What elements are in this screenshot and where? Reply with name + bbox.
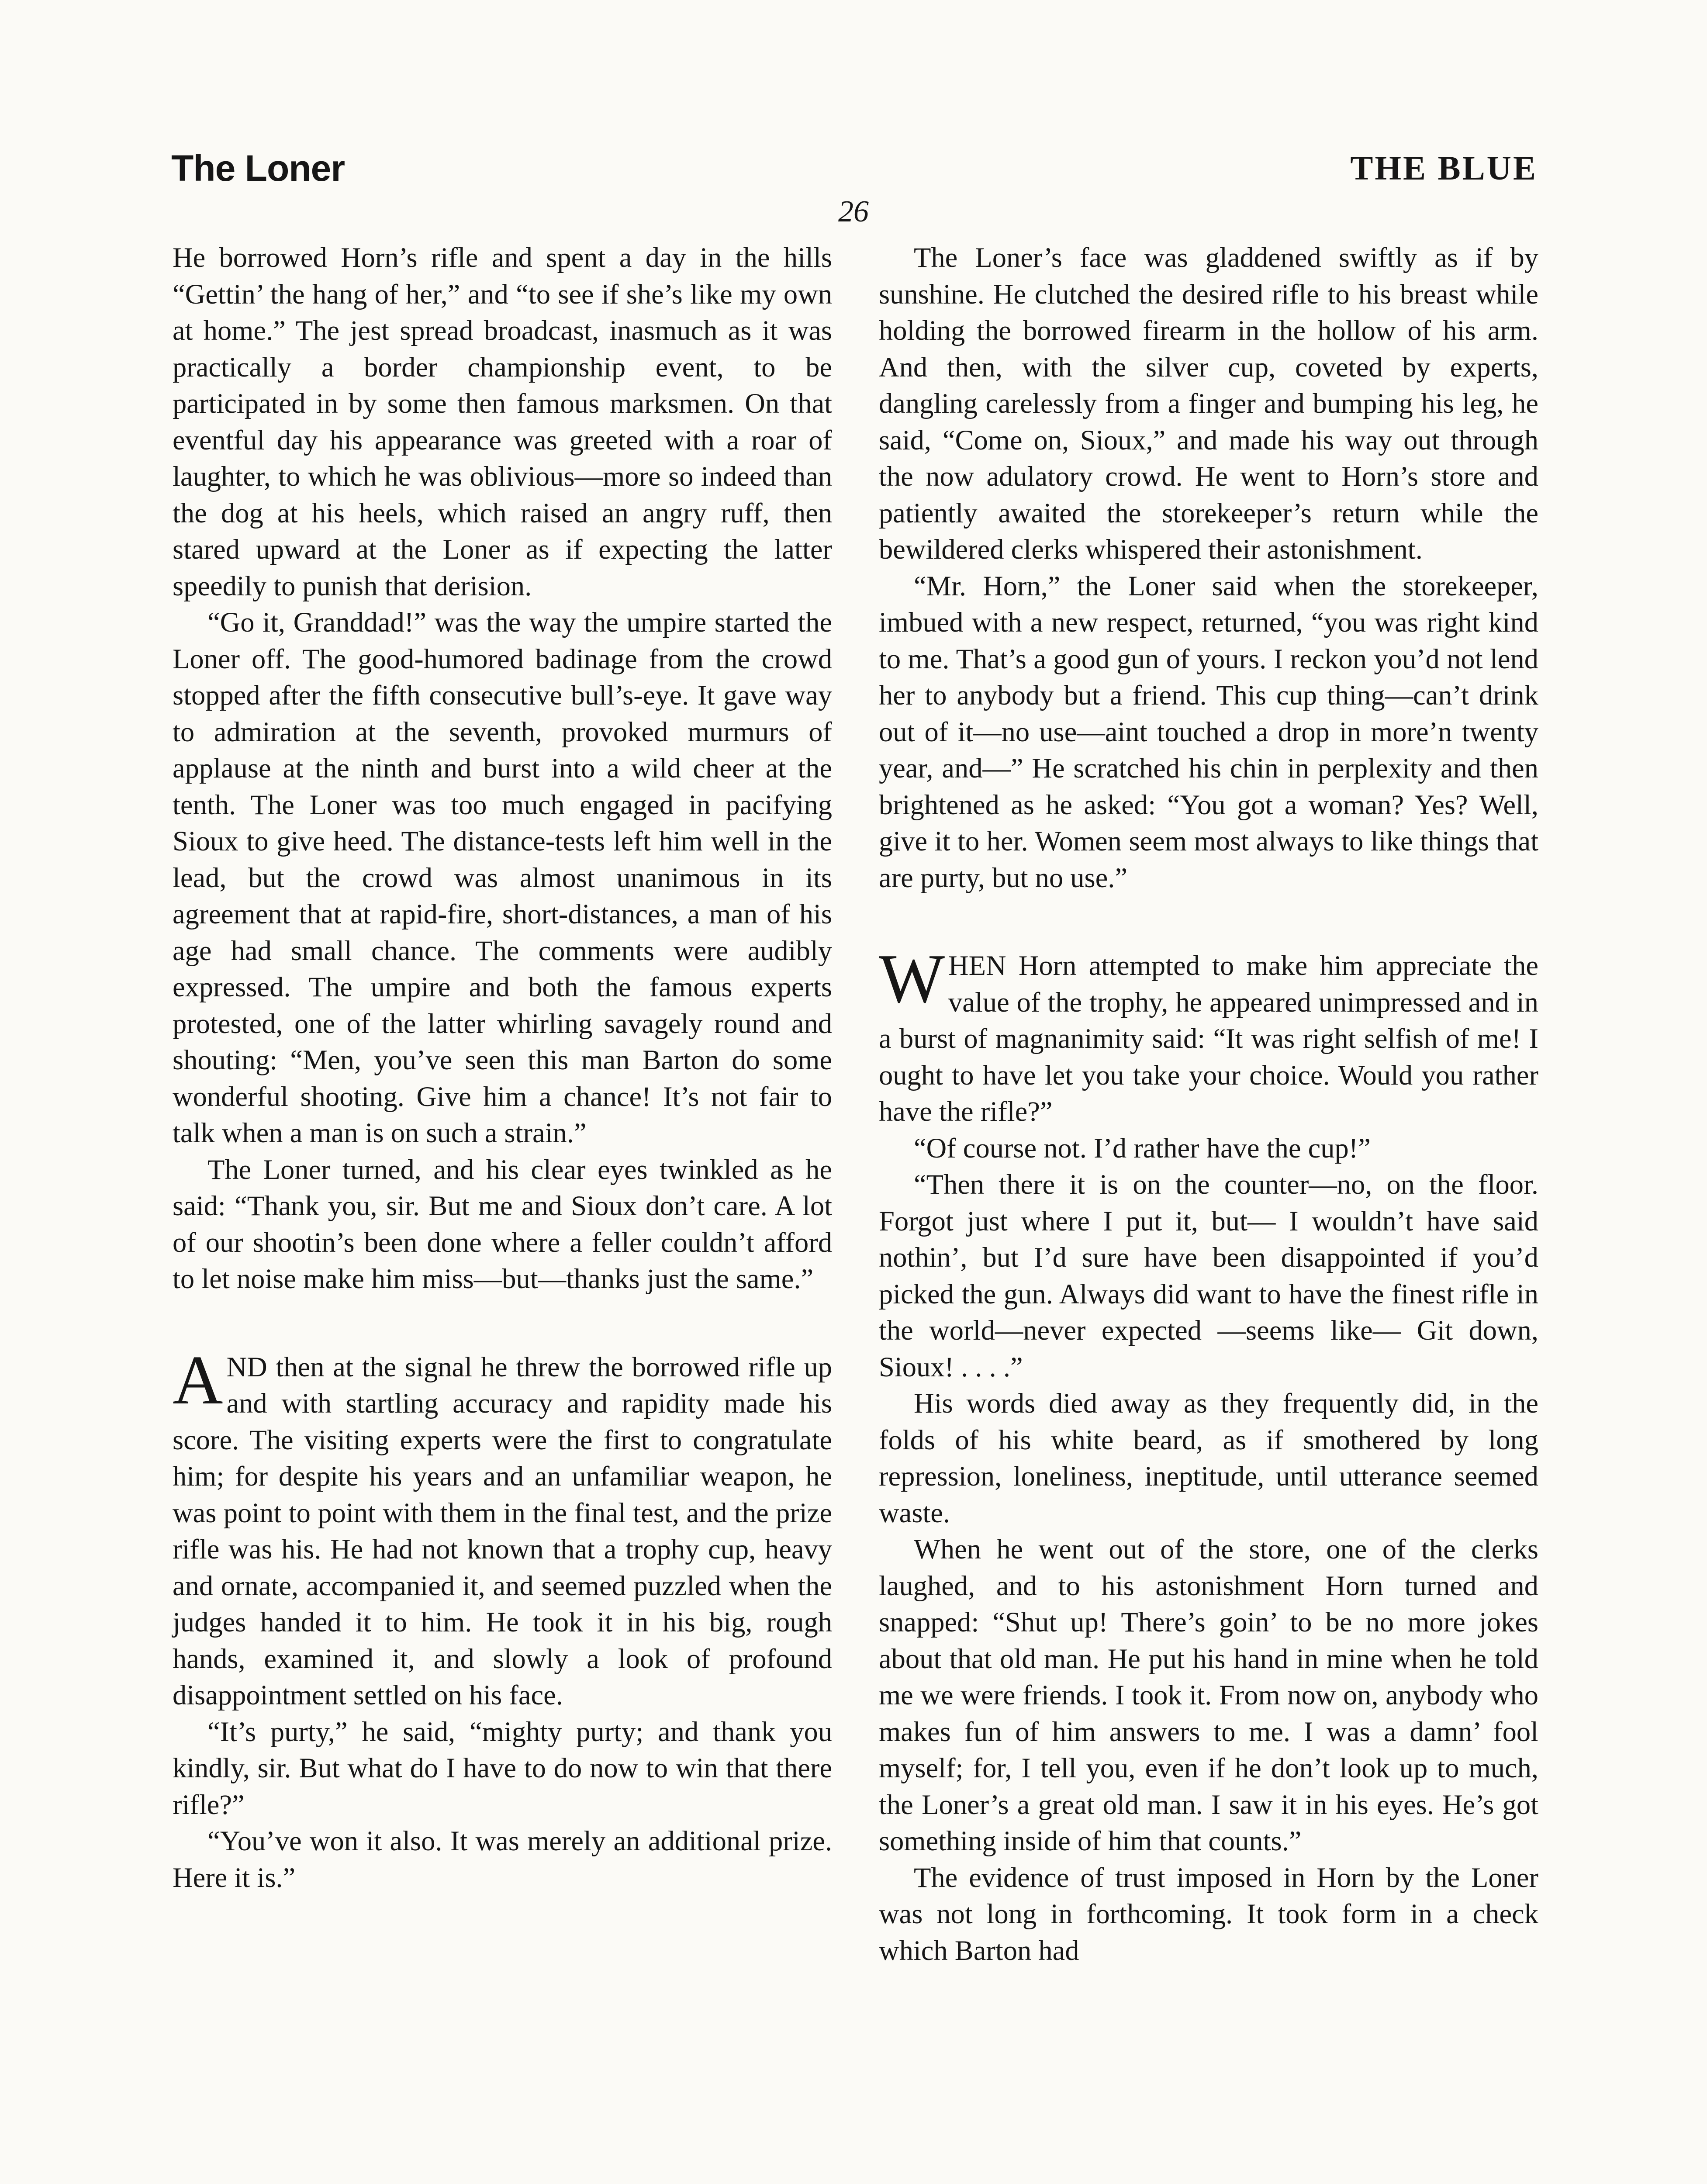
paragraph: “It’s purty,” he said, “mighty purty; and thank you kindly, sir. But what do I have to do now to win that there rifle?” [173, 1716, 832, 1820]
page-number: 26 [838, 195, 869, 228]
section-paragraph [173, 1341, 832, 1714]
paragraph-text: ND then at the signal he threw the borrowed rifle up and with startling accuracy and rapidity made his score. The visiting experts were the first to congratulate him; for despite his years and an unfamiliar weapon, he was point to point with them in the final test, and the prize rifle was his. He had not known that a trophy cup, heavy and ornate, accompanied it, and seemed puzzled when the judges handed it to him. He took it in his big, rough hands, examined it, and slowly a look of profound disappointment settled on his face. [173, 1351, 832, 1711]
left-column [173, 239, 832, 1896]
paragraph: “You’ve won it also. It was merely an additional prize. Here it is.” [173, 1825, 832, 1893]
paragraph: “Mr. Horn,” the Loner said when the storekeeper, imbued with a new respect, returned, “you was right kind to me. That’s a good gun of yours. I reckon you’d not lend her to anybody but a friend. This cup thing—can’t drink out of it—no use—aint touched a drop in more’n twenty year, and—” He scratched his chin in perplexity and then brightened as he asked: “You got a woman? Yes? Well, give it to her. Women seem most always to like things that are purty, but no use.” [879, 570, 1538, 893]
drop-cap: W [879, 940, 945, 1017]
paragraph: “Go it, Granddad!” was the way the umpire started the Loner off. The good-humored badinage from the crowd stopped after the fifth consecutive bull’s-eye. It gave way to admiration at the seventh, provoked murmurs of applause at the ninth and burst into a wild cheer at the tenth. The Loner was too much engaged in pacifying Sioux to give heed. The distance-tests left him well in the lead, but the crowd was almost unanimous in its agreement that at rapid-fire, short-distances, a man of his age had small chance. The comments were audibly expressed. The umpire and both the famous experts protested, one of the latter whirling savagely round and shouting: “Men, you’ve seen this man Barton do some wonderful shooting. Give him a chance! It’s not fair to talk when a man is on such a strain.” [173, 607, 832, 1148]
paragraph: “Of course not. I’d rather have the cup!” [914, 1132, 1371, 1164]
paragraph-text: HEN Horn attempted to make him appreciate the value of the trophy, he appeared unimpressed and in a burst of magnanimity said: “It was right selfish of me! I ought to have let you take your choice. Would you rather have the rifle?” [879, 950, 1538, 1127]
magazine-title: THE BLUE [1350, 149, 1538, 187]
section-paragraph [879, 940, 1538, 1130]
drop-cap: A [173, 1341, 223, 1419]
paragraph: When he went out of the store, one of the clerks laughed, and to his astonishment Horn turned and snapped: “Shut up! There’s goin’ to be no more jokes about that old man. He put his hand in mine when he told me we were friends. I took it. From now on, anybody who makes fun of him answers to me. I was a damn’ fool myself; for, I tell you, even if he don’t look up to much, the Loner’s a great old man. I saw it in his eyes. He’s got something inside of him that counts.” [879, 1534, 1538, 1856]
paragraph: His words died away as they frequently did, in the folds of his white beard, as if smothered by long repression, loneliness, ineptitude, until utterance seemed waste. [879, 1388, 1538, 1528]
story-title: The Loner [171, 148, 345, 189]
paragraph: The Loner turned, and his clear eyes twinkled as he said: “Thank you, sir. But me and Sioux don’t care. A lot of our shootin’s been done where a feller couldn’t afford to let noise make him miss—but—thanks just the same.” [173, 1154, 832, 1294]
paragraph: He borrowed Horn’s rifle and spent a day in the hills “Gettin’ the hang of her,” and “to see if she’s like my own at home.” The jest spread broadcast, inasmuch as it was practically a border championship event, to be participated in by some then famous marksmen. On that eventful day his appearance was greeted with a roar of laughter, to which he was oblivious—more so indeed than the dog at his heels, which raised an angry ruff, then stared upward at the Loner as if expecting the latter speedily to punish that derision. [173, 242, 832, 601]
paragraph: The Loner’s face was gladdened swiftly as if by sunshine. He clutched the desired rifle to his breast while holding the borrowed firearm in the hollow of his arm. And then, with the silver cup, coveted by experts, dangling carelessly from a finger and bumping his leg, he said, “Come on, Sioux,” and made his way out through the now adulatory crowd. He went to Horn’s store and patiently awaited the storekeeper’s return while the bewildered clerks whispered their astonishment. [879, 242, 1538, 565]
paragraph: “Then there it is on the counter—no, on the floor. Forgot just where I put it, but— I wouldn’t have said nothin’, but I’d sure have been disappointed if you’d picked the gun. Always did want to have the finest rifle in the world—never expected —seems like— Git down, Sioux! . . . .” [879, 1169, 1538, 1382]
paragraph: The evidence of trust imposed in Horn by the Loner was not long in forthcoming. It took form in a check which Barton had [879, 1862, 1538, 1966]
right-column [879, 239, 1538, 1969]
